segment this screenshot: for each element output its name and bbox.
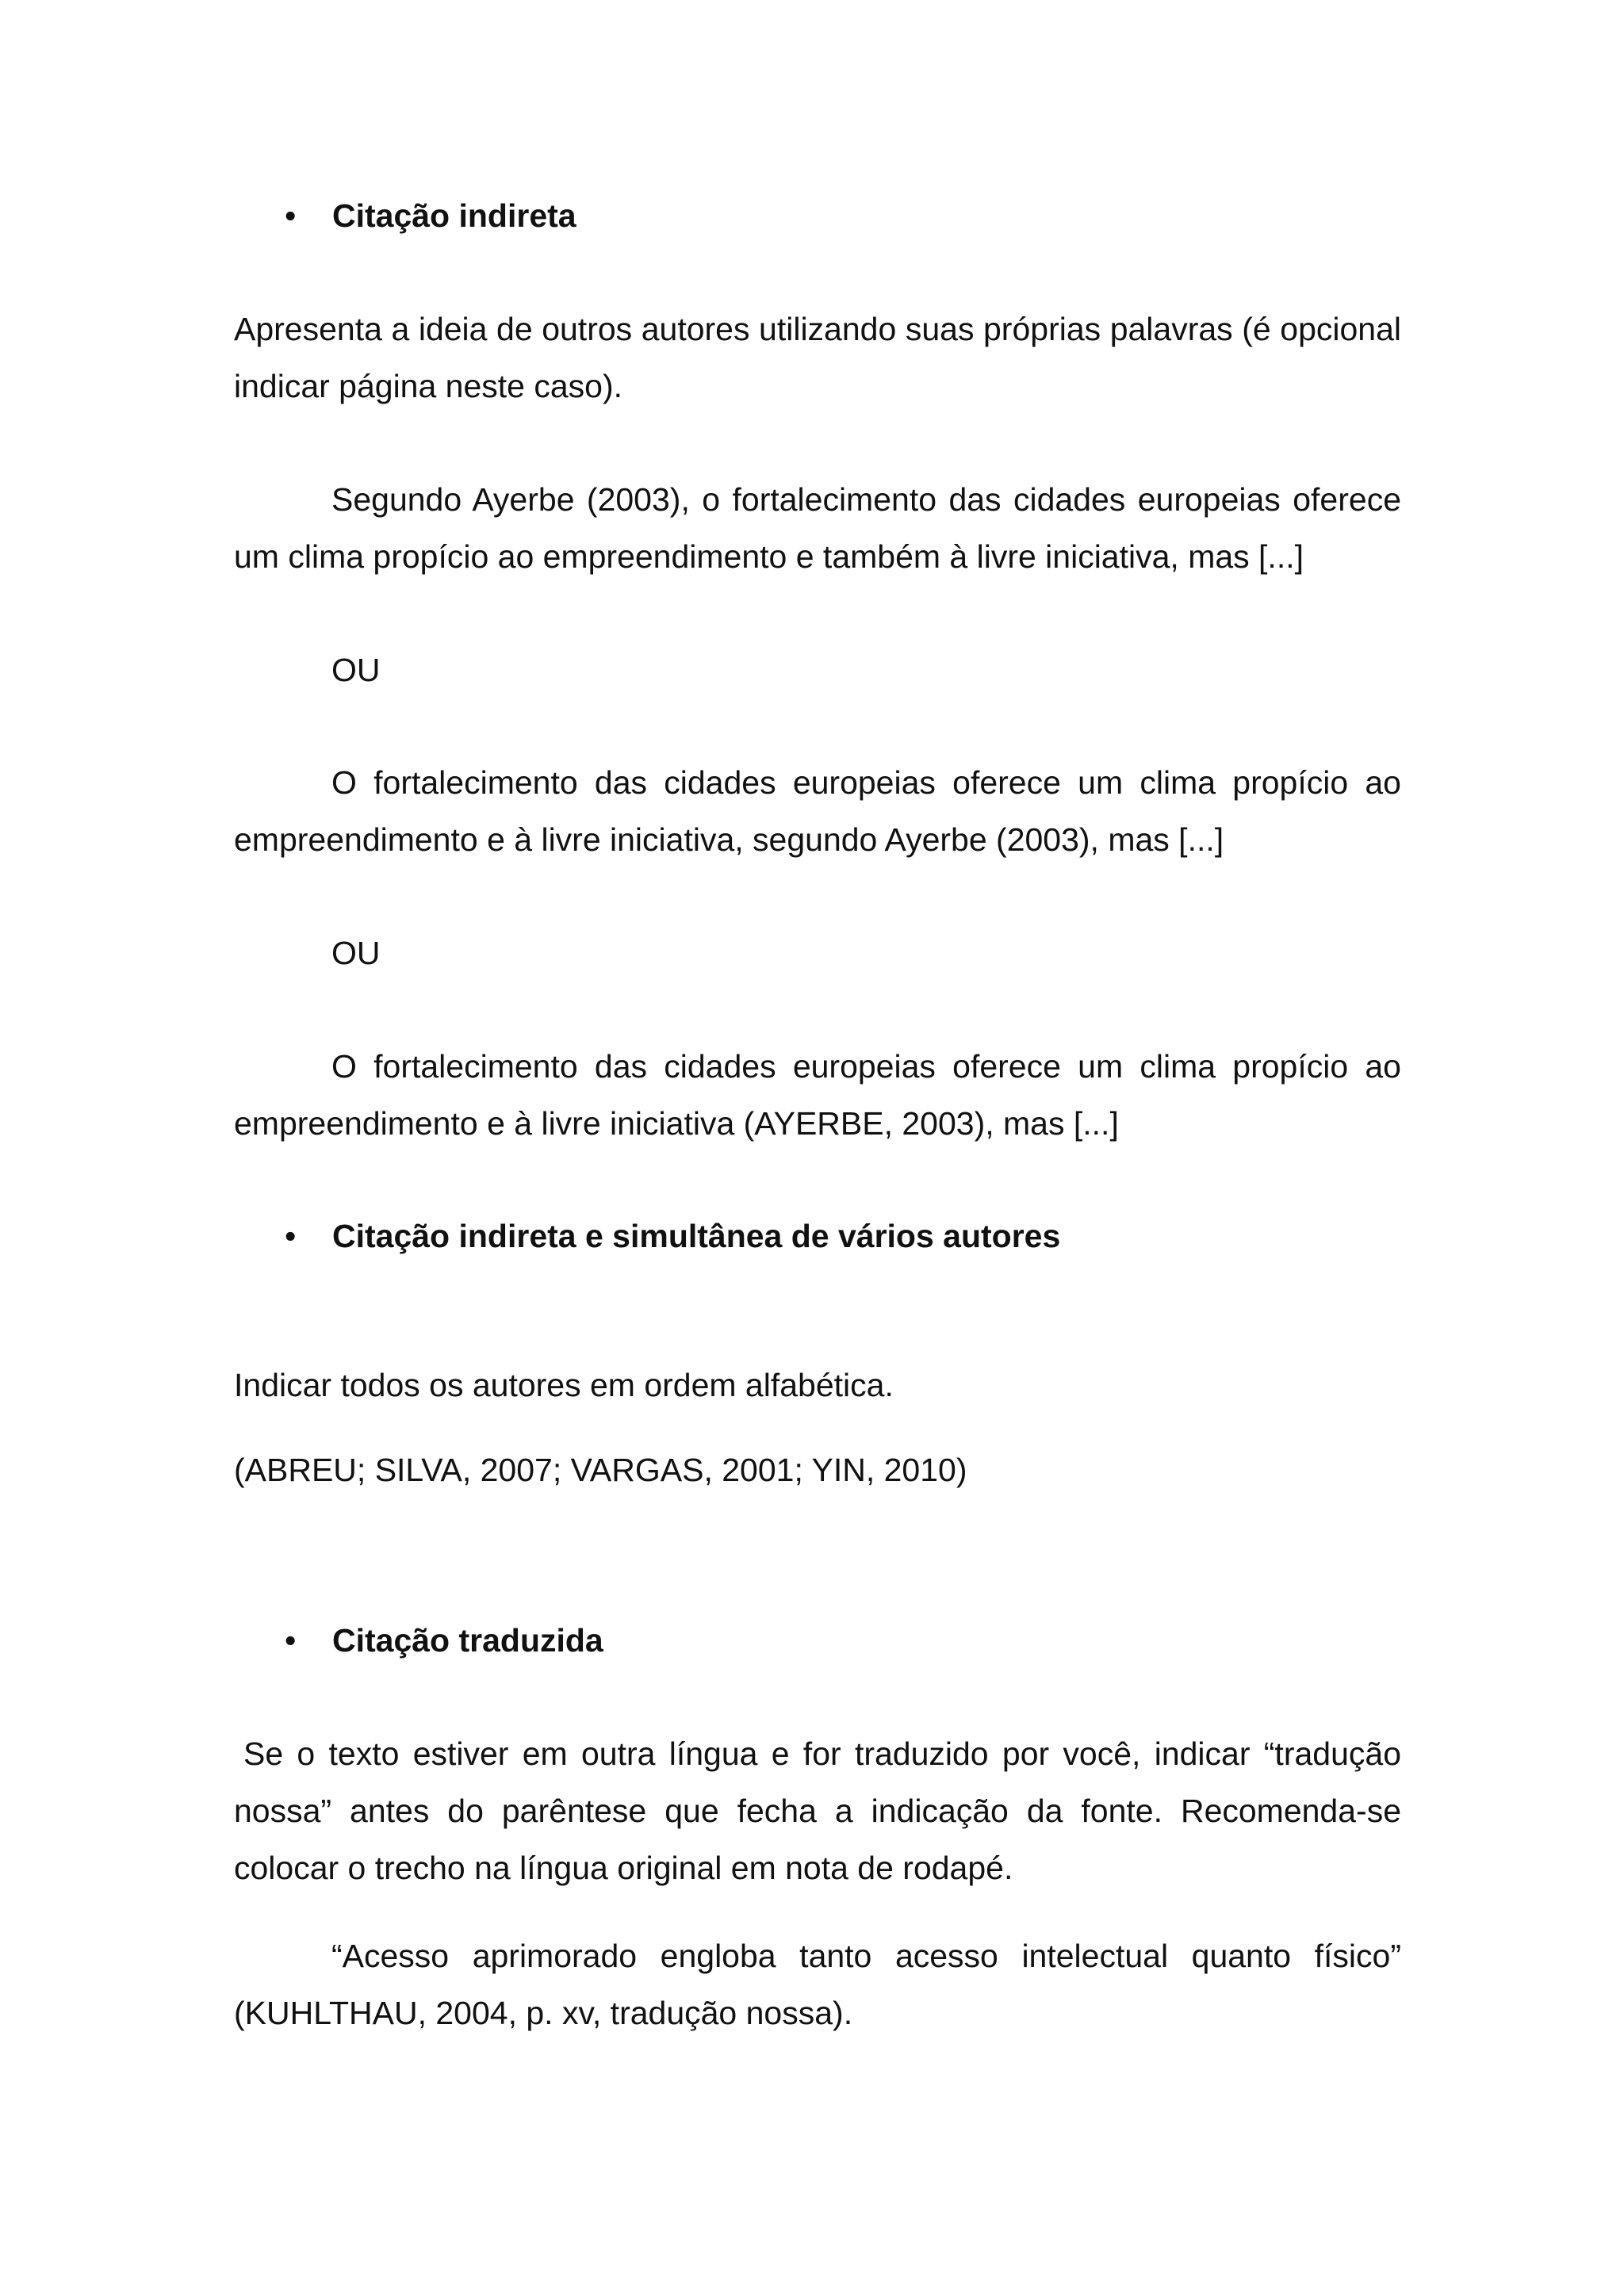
paragraph-indireta-intro: Apresenta a ideia de outros autores utilizando suas próprias palavras (é opcional indicar página neste caso). (234, 311, 1401, 404)
bullet-icon: • (285, 197, 297, 234)
paragraph-varios-autores-example: (ABREU; SILVA, 2007; VARGAS, 2001; YIN, 2010) (234, 1452, 967, 1488)
paragraph-traduzida-intro: Se o texto estiver em outra língua e for traduzido por você, indicar “tradução nossa” antes do parêntese que fecha a indicação da fonte. Recomenda-se colocar o trecho na língua original em nota de rodapé. (234, 1735, 1401, 1886)
paragraph-traduzida-example: “Acesso aprimorado engloba tanto acesso intelectual quanto físico” (KUHLTHAU, 2004, p. xv, tradução nossa). (234, 1938, 1401, 2031)
paragraph-varios-autores-intro: Indicar todos os autores em ordem alfabética. (234, 1367, 894, 1403)
or-separator-2: OU (331, 935, 381, 971)
or-separator-1: OU (331, 652, 381, 688)
section-heading: Citação indireta (332, 197, 576, 234)
bullet-icon: • (285, 1622, 297, 1659)
paragraph-indireta-example-2: O fortalecimento das cidades europeias oferece um clima propício ao empreendimento e à livre iniciativa, segundo Ayerbe (2003), mas [...] (234, 764, 1401, 858)
paragraph-indireta-example-1: Segundo Ayerbe (2003), o fortalecimento das cidades europeias oferece um clima propício ao empreendimento e também à livre iniciativa, mas [...] (234, 481, 1401, 575)
paragraph-indireta-example-3: O fortalecimento das cidades europeias oferece um clima propício ao empreendimento e à livre iniciativa (AYERBE, 2003), mas [...] (234, 1048, 1401, 1142)
bullet-icon: • (285, 1218, 297, 1254)
section-heading: Citação traduzida (332, 1622, 603, 1659)
section-heading: Citação indireta e simultânea de vários autores (332, 1218, 1061, 1254)
